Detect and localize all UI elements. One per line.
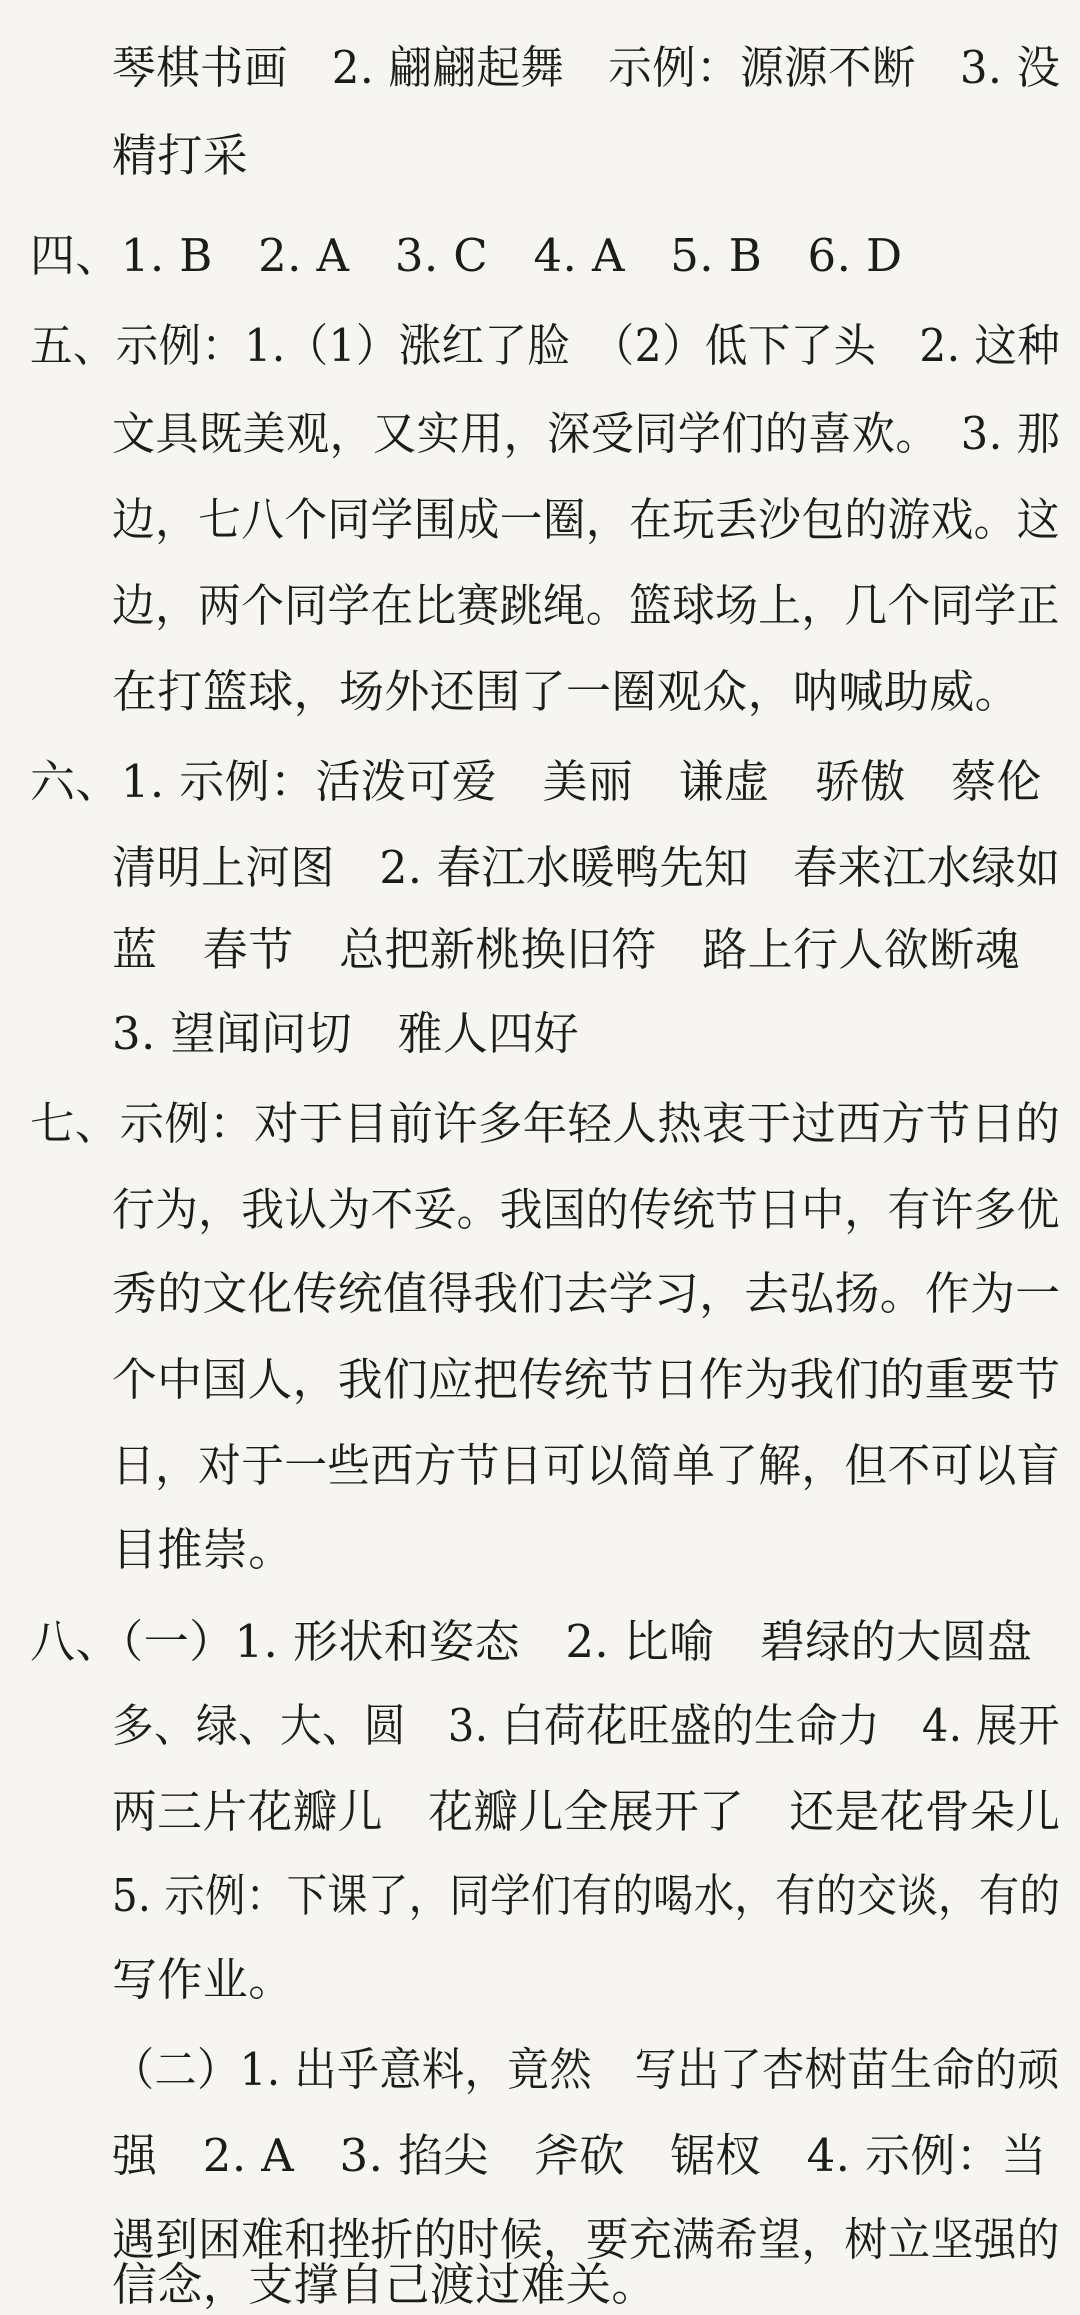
text-line: 行为，我认为不妥。我国的传统节日中，有许多优: [112, 1183, 1060, 1236]
text-line: 边，两个同学在比赛跳绳。篮球场上，几个同学正: [112, 579, 1060, 632]
text-line: （二）1. 出乎意料，竟然 写出了杏树苗生命的顽: [112, 2043, 1060, 2096]
text-line: 多、绿、大、圆 3. 白荷花旺盛的生命力 4. 展开: [112, 1699, 1060, 1752]
text-line: 四、1. B 2. A 3. C 4. A 5. B 6. D: [30, 229, 903, 282]
text-line: 个中国人，我们应把传统节日作为我们的重要节: [112, 1353, 1061, 1406]
text-line: 八、（一）1. 形状和姿态 2. 比喻 碧绿的大圆盘: [30, 1615, 1033, 1668]
text-line: 边，七八个同学围成一圈，在玩丢沙包的游戏。这: [112, 493, 1060, 546]
text-line: 3. 望闻问切 雅人四好: [112, 1007, 580, 1060]
text-line: 日，对于一些西方节日可以简单了解，但不可以盲: [112, 1439, 1060, 1492]
text-line: 写作业。: [112, 1953, 294, 2006]
text-line: 5. 示例：下课了，同学们有的喝水，有的交谈，有的: [112, 1869, 1061, 1922]
text-line: 信念，支撑自己渡过难关。: [112, 2258, 657, 2311]
text-line: 六、1. 示例：活泼可爱 美丽 谦虚 骄傲 蔡伦: [30, 755, 1042, 808]
text-line: 五、示例：1.（1）涨红了脸 （2）低下了头 2. 这种: [30, 319, 1061, 372]
text-line: 强 2. A 3. 掐尖 斧砍 锯杈 4. 示例：当: [112, 2129, 1047, 2182]
text-line: 秀的文化传统值得我们去学习，去弘扬。作为一: [112, 1267, 1061, 1320]
text-line: 琴棋书画 2. 翩翩起舞 示例：源源不断 3. 没: [112, 41, 1061, 94]
text-line: 七、示例：对于目前许多年轻人热衷于过西方节日的: [30, 1097, 1061, 1150]
text-line: 清明上河图 2. 春江水暖鸭先知 春来江水绿如: [112, 841, 1061, 894]
text-line: 在打篮球，场外还围了一圈观众，呐喊助威。: [112, 665, 1021, 718]
text-line: 遇到困难和挫折的时候，要充满希望，树立坚强的: [112, 2213, 1060, 2266]
text-line: 蓝 春节 总把新桃换旧符 路上行人欲断魂: [112, 923, 1021, 976]
text-line: 两三片花瓣儿 花瓣儿全展开了 还是花骨朵儿: [112, 1785, 1061, 1838]
text-line: 目推崇。: [112, 1523, 294, 1576]
text-line: 精打采: [112, 129, 249, 182]
text-line: 文具既美观，又实用，深受同学们的喜欢。 3. 那: [112, 407, 1061, 460]
